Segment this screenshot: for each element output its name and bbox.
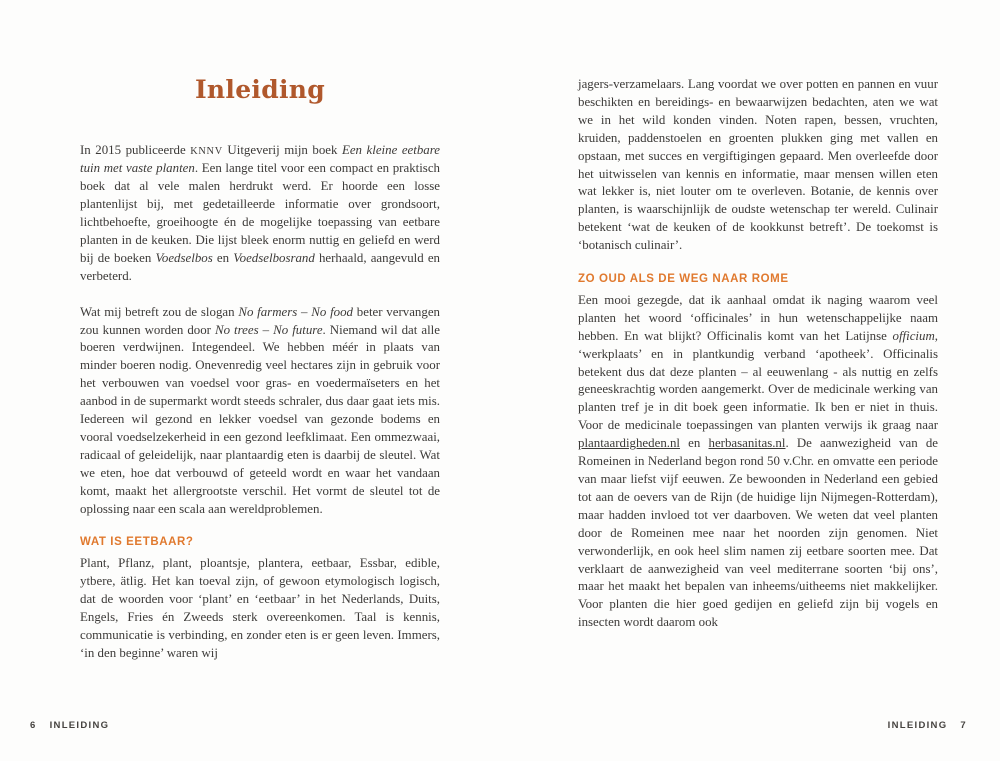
text-segment: . De aanwezigheid van de Romeinen in Nederland begon rond 50 v.Chr. en omvatte een periode van maar liefst vijf eeuwen. Ze bewoonden in Nederland een gebied tot aan de oevers van de Rijn (de huidige lijn Nijmegen-Rotterdam), maar hadden invloed tot ver daarboven. We weten dat veel planten door de Romeinen mee naar het noorden zijn genomen. Niet verwonderlijk, en ook heel slim namen zij eetbare soorten mee. Dat verklaart de aanwezigheid van veel mediterrane soorten ‘bij ons’, maar het maakt het bepalen van inheems/uitheems niet makkelijker. Voor planten die hier goed gedijen en geliefd zijn bij vogels en insecten wordt daarom ook <box>578 436 938 630</box>
inline-link[interactable]: herbasanitas.nl <box>708 436 786 451</box>
text-segment: . Niemand wil dat alle boeren verdwijnen. Integendeel. We hebben méér in plaats van minder boeren nodig. Onevenredig veel hectares zijn in gebruik voor het verbouwen van voedsel voor gras- en voedermaïseters en het aanbod in de supermarkt wordt steeds schraler, dus daar gaat iets mis. Iedereen wil gezond en lekker voedsel van gezonde bodems en vooral voedselzekerheid in een gezond leefklimaat. Een ommezwaai, radicaal of geleidelijk, naar plantaardig eten is daarbij de sleutel. Wat we eten, hoe dat verbouwd of geteeld wordt en waar het vandaan komt, maakt het allergrootste verschil. Het vormt de sleutel tot de oplossing naar een scala aan wereldproblemen. <box>80 322 440 516</box>
text-segment: KNNV <box>190 145 223 157</box>
section-heading-wat-is-eetbaar: WAT IS EETBAAR? <box>80 536 194 549</box>
text-segment: No trees – No future <box>214 322 323 337</box>
footer-left <box>30 720 109 731</box>
text-segment: No farmers – No food <box>238 304 353 319</box>
page-number: 6 <box>30 720 37 731</box>
chapter-title: Inleiding <box>194 75 326 104</box>
running-head: INLEIDING <box>887 720 948 731</box>
text-segment: officium <box>892 328 935 343</box>
text-segment: beter vervangen zou kunnen worden door <box>80 304 440 337</box>
text-segment: , ‘werkplaats’ en in plantkundig verband ‘apotheek’. Officinalis betekent dus dat deze planten – al eeuwenlang - als nuttig en zelfs geneeskrachtig worden aangemerkt. Over de medicinale werking van planten tref je in dit boek geen informatie. Ik ben er niet in thuis. Voor de medicinale toepassingen van planten verwijs ik graag naar <box>578 328 938 433</box>
paragraph-etymology <box>80 555 440 662</box>
text-segment: en <box>212 250 234 265</box>
page-left <box>80 0 440 663</box>
footer-right <box>888 720 967 731</box>
text-segment: In 2015 publiceerde <box>80 142 191 157</box>
text-segment: Uitgeverij mijn boek <box>222 142 342 157</box>
text-segment: Voedselbos <box>155 250 213 265</box>
paragraph-slogan <box>80 304 440 519</box>
text-segment: . Een lange titel voor een compact en praktisch boek dat al vele malen herdrukt werd. Er hoorde een losse plantenlijst bij, met gedetailleerde informatie over grondsoort, lichtbehoefte, groeihoogte én de mogelijke toepassing van eetbare planten in de keuken. Die lijst bleek enorm nuttig en geliefd en werd bij de boeken <box>80 161 440 265</box>
inline-link[interactable]: plantaardigheden.nl <box>578 436 681 451</box>
page-right <box>578 0 938 632</box>
section-heading-zo-oud-als-de-weg-naar-rome: ZO OUD ALS DE WEG NAAR ROME <box>578 272 789 285</box>
text-segment: Plant, Pflanz, plant, ploantsje, plantera, eetbaar, Essbar, edible, ytbere, ätlig. Het kan toeval zijn, of gewoon etymologisch logisch, dat de woorden voor ‘plant’ en ‘eetbaar’ in het Nederlands, Duits, Engels, Fries én Zweeds sterk overeenkomen. Taal is kennis, communicatie is verbinding, en zonder eten is er geen leven. Immers, ‘in den beginne’ waren wij <box>80 556 440 660</box>
running-head: INLEIDING <box>49 720 110 731</box>
text-segment: Voedselbosrand <box>233 250 315 265</box>
page-number: 7 <box>960 720 967 731</box>
paragraph-hunter-gatherers <box>578 76 938 255</box>
text-segment: jagers-verzamelaars. Lang voordat we over potten en pannen en vuur beschikten en bereidings- en bewaarwijzen bedachten, aten we wat we in het wild konden vinden. Noten rapen, bessen, vruchten, kruiden, paddenstoelen en groenten plukken ging met vallen en opstaan, met succes en vergiftigingen gepaard. Men overleefde door het uitwisselen van kennis en informatie, maar mensen willen eten wat lekker is, niet louter om te overleven. Botanie, de kennis over planten, is waarschijnlijk de oudste wetenschap ter wereld. Culinair betekent ‘wat de keuken of de kookkunst betreft’. De toekomst is ‘botanisch culinair’. <box>578 77 938 253</box>
text-segment: Een mooi gezegde, dat ik aanhaal omdat ik naging waarom veel planten het woord ‘officinales’ in hun wetenschappelijke naam hebben. En wat blijkt? Officinalis komt van het Latijnse <box>578 292 938 343</box>
paragraph-knnv-book <box>80 142 440 286</box>
paragraph-romans <box>578 292 938 632</box>
text-segment: en <box>680 436 709 451</box>
text-segment: herhaald, aangevuld en verbeterd. <box>80 250 440 283</box>
text-segment: Wat mij betreft zou de slogan <box>80 304 239 319</box>
text-segment: Een kleine eetbare tuin met vaste planten <box>80 142 440 176</box>
